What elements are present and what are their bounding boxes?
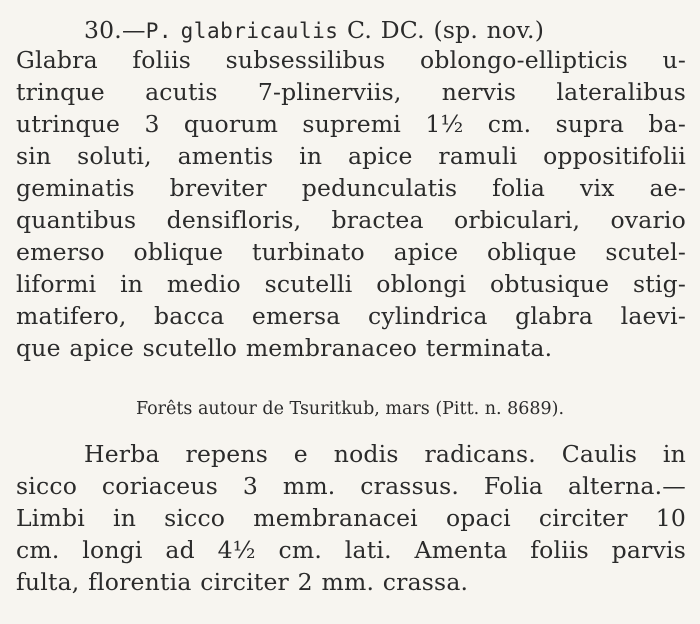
description-line: geminatis breviter pedunculatis folia vix ae-	[16, 174, 686, 202]
species-name: glabricaulis	[180, 19, 339, 43]
description-line: emerso oblique turbinato apice oblique scutel-	[16, 238, 686, 266]
genus-initial: P.	[145, 19, 172, 43]
species-heading	[84, 14, 684, 47]
description-line: utrinque 3 quorum supremi 1½ cm. supra ba-	[16, 110, 686, 138]
notes-line: Limbi in sicco membranacei opaci circiter 10	[16, 504, 686, 532]
description-line: que apice scutello membranaceo terminata.	[16, 334, 553, 362]
notes-line: sicco coriaceus 3 mm. crassus. Folia alterna.—	[16, 472, 686, 500]
species-author: C. DC. (sp. nov.)	[347, 16, 545, 44]
description-line: sin soluti, amentis in apice ramuli oppositifolii	[16, 142, 686, 170]
locality-citation: Forêts autour de Tsuritkub, mars (Pitt. n. 8689).	[135, 399, 565, 419]
notes-line: cm. longi ad 4½ cm. lati. Amenta foliis parvis	[16, 536, 686, 564]
description-line: liformi in medio scutelli oblongi obtusique stig-	[16, 270, 686, 298]
description-line: Glabra foliis subsessilibus oblongo-ellipticis u-	[16, 46, 686, 74]
notes-line: Herba repens e nodis radicans. Caulis in	[84, 440, 686, 468]
description-line: matifero, bacca emersa cylindrica glabra laevi-	[16, 302, 686, 330]
species-number: 30.—	[84, 16, 146, 44]
description-line: quantibus densifloris, bractea orbiculari, ovario	[16, 206, 686, 234]
notes-line: fulta, florentia circiter 2 mm. crassa.	[16, 568, 469, 596]
description-line: trinque acutis 7-plinerviis, nervis lateralibus	[16, 78, 686, 106]
